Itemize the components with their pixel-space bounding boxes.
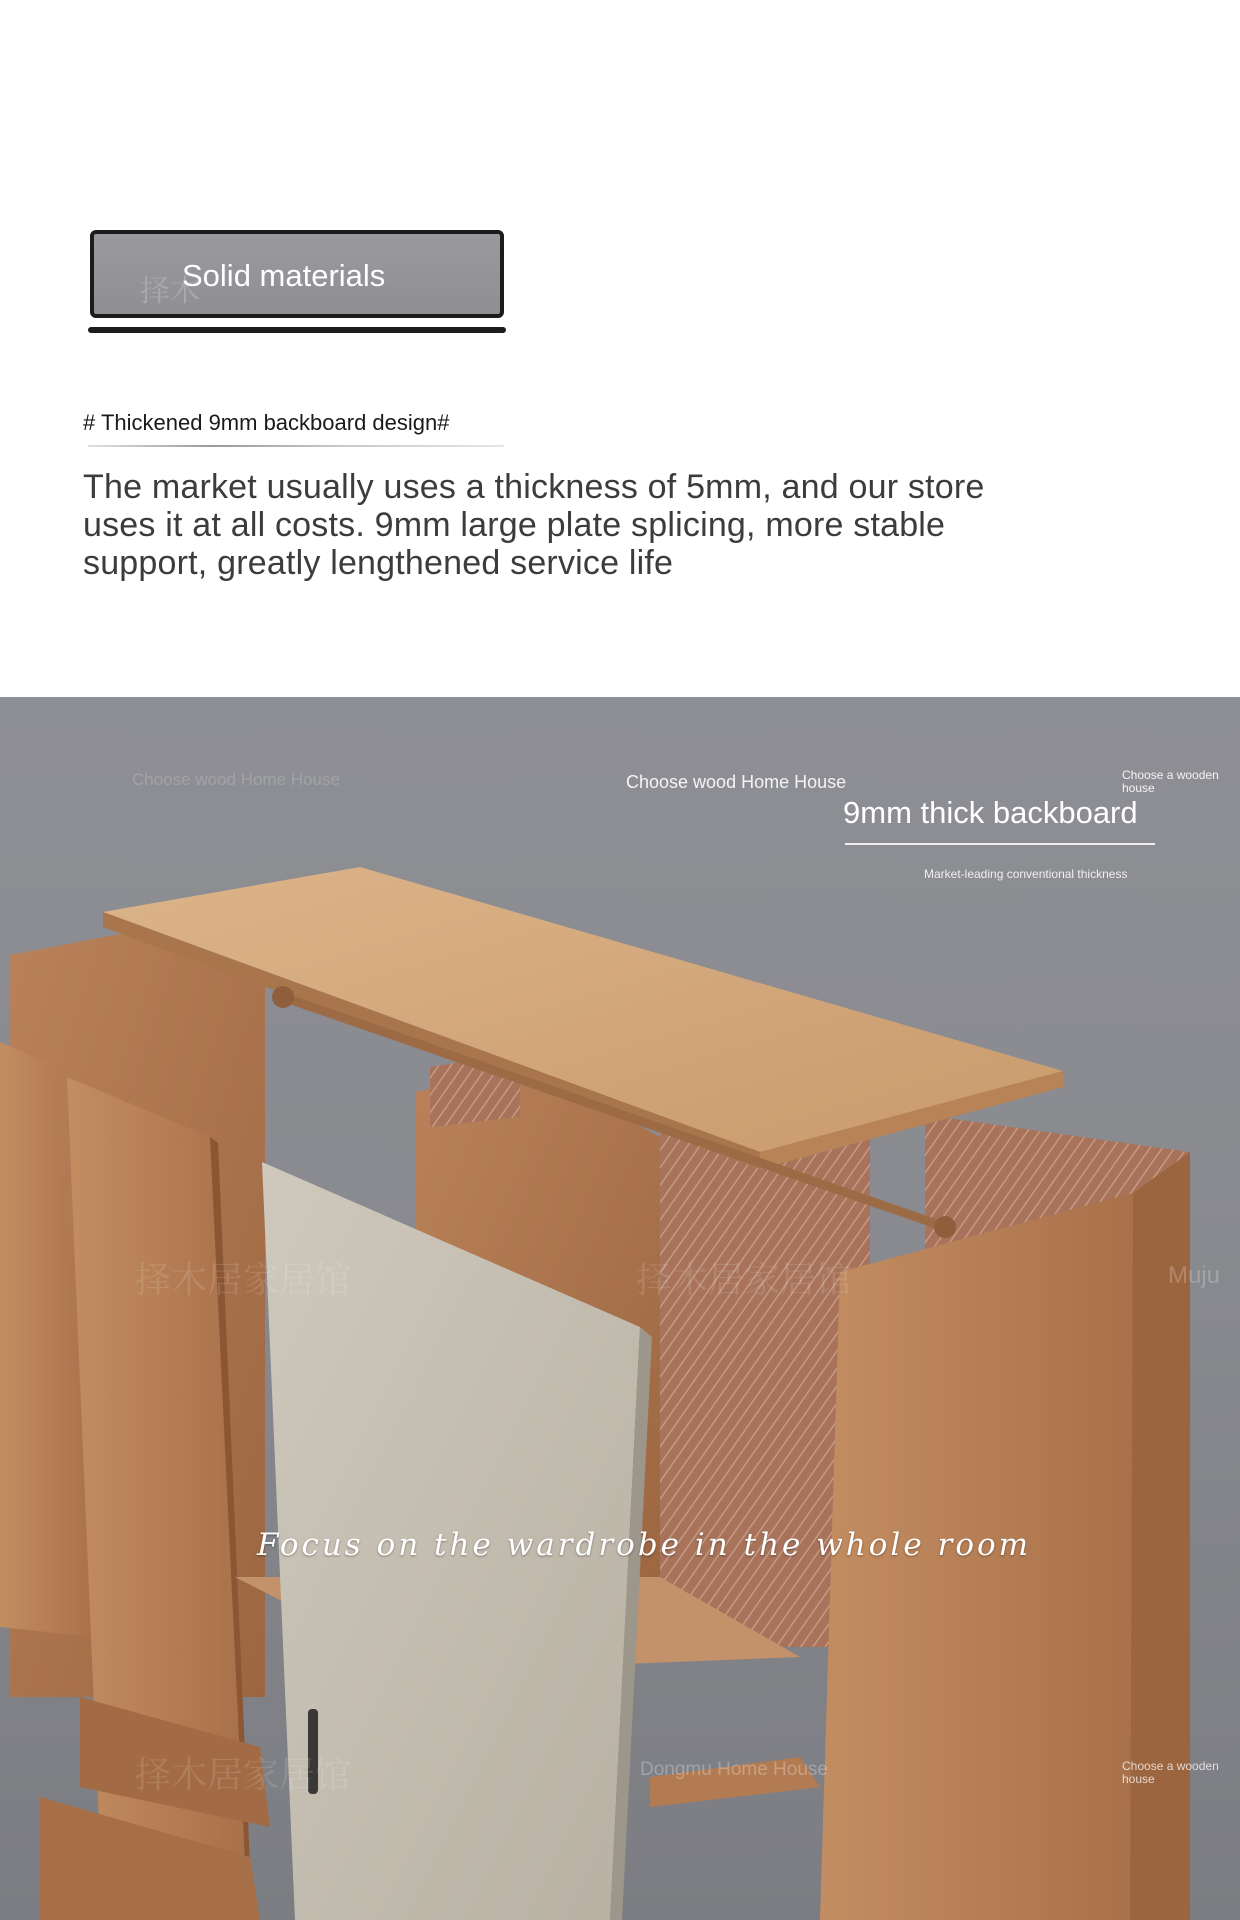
brand-label: Choose wood Home House (626, 772, 847, 792)
intro-section (0, 0, 1240, 697)
feature-headline: 9mm thick backboard (843, 795, 1138, 830)
product-image (0, 697, 1240, 1920)
feature-subtitle: # Thickened 9mm backboard design# (83, 410, 450, 435)
subtitle-divider (88, 445, 504, 447)
watermark-muju: Muju (1168, 1262, 1221, 1289)
feature-caption: Market-leading conventional thickness (924, 867, 1128, 881)
section-badge (90, 230, 504, 318)
watermark-cn-center: 择木居家居馆 (636, 1260, 853, 1301)
watermark-bottom: Dongmu Home House (640, 1759, 828, 1780)
corner-tag-bottom: Choose a wooden house (1122, 1759, 1219, 1786)
corner-tag-top: Choose a wooden house (1122, 768, 1219, 795)
headline-divider (845, 843, 1155, 845)
badge-ghost-text: 择木 (140, 274, 200, 309)
watermark-cn-left: 择木居家居馆 (135, 1260, 352, 1301)
script-caption: Focus on the wardrobe in the whole room (257, 1527, 1032, 1563)
badge-label: Solid materials (182, 258, 386, 293)
feature-description: The market usually uses a thickness of 5mm, and our store uses it at all costs. 9mm large plate splicing, more stable support, greatly lengthened service life (83, 468, 985, 582)
watermark-cn-bottom: 择木居家居馆 (135, 1755, 352, 1796)
watermark-top-left: Choose wood Home House (132, 770, 340, 789)
badge-underline (88, 327, 506, 333)
